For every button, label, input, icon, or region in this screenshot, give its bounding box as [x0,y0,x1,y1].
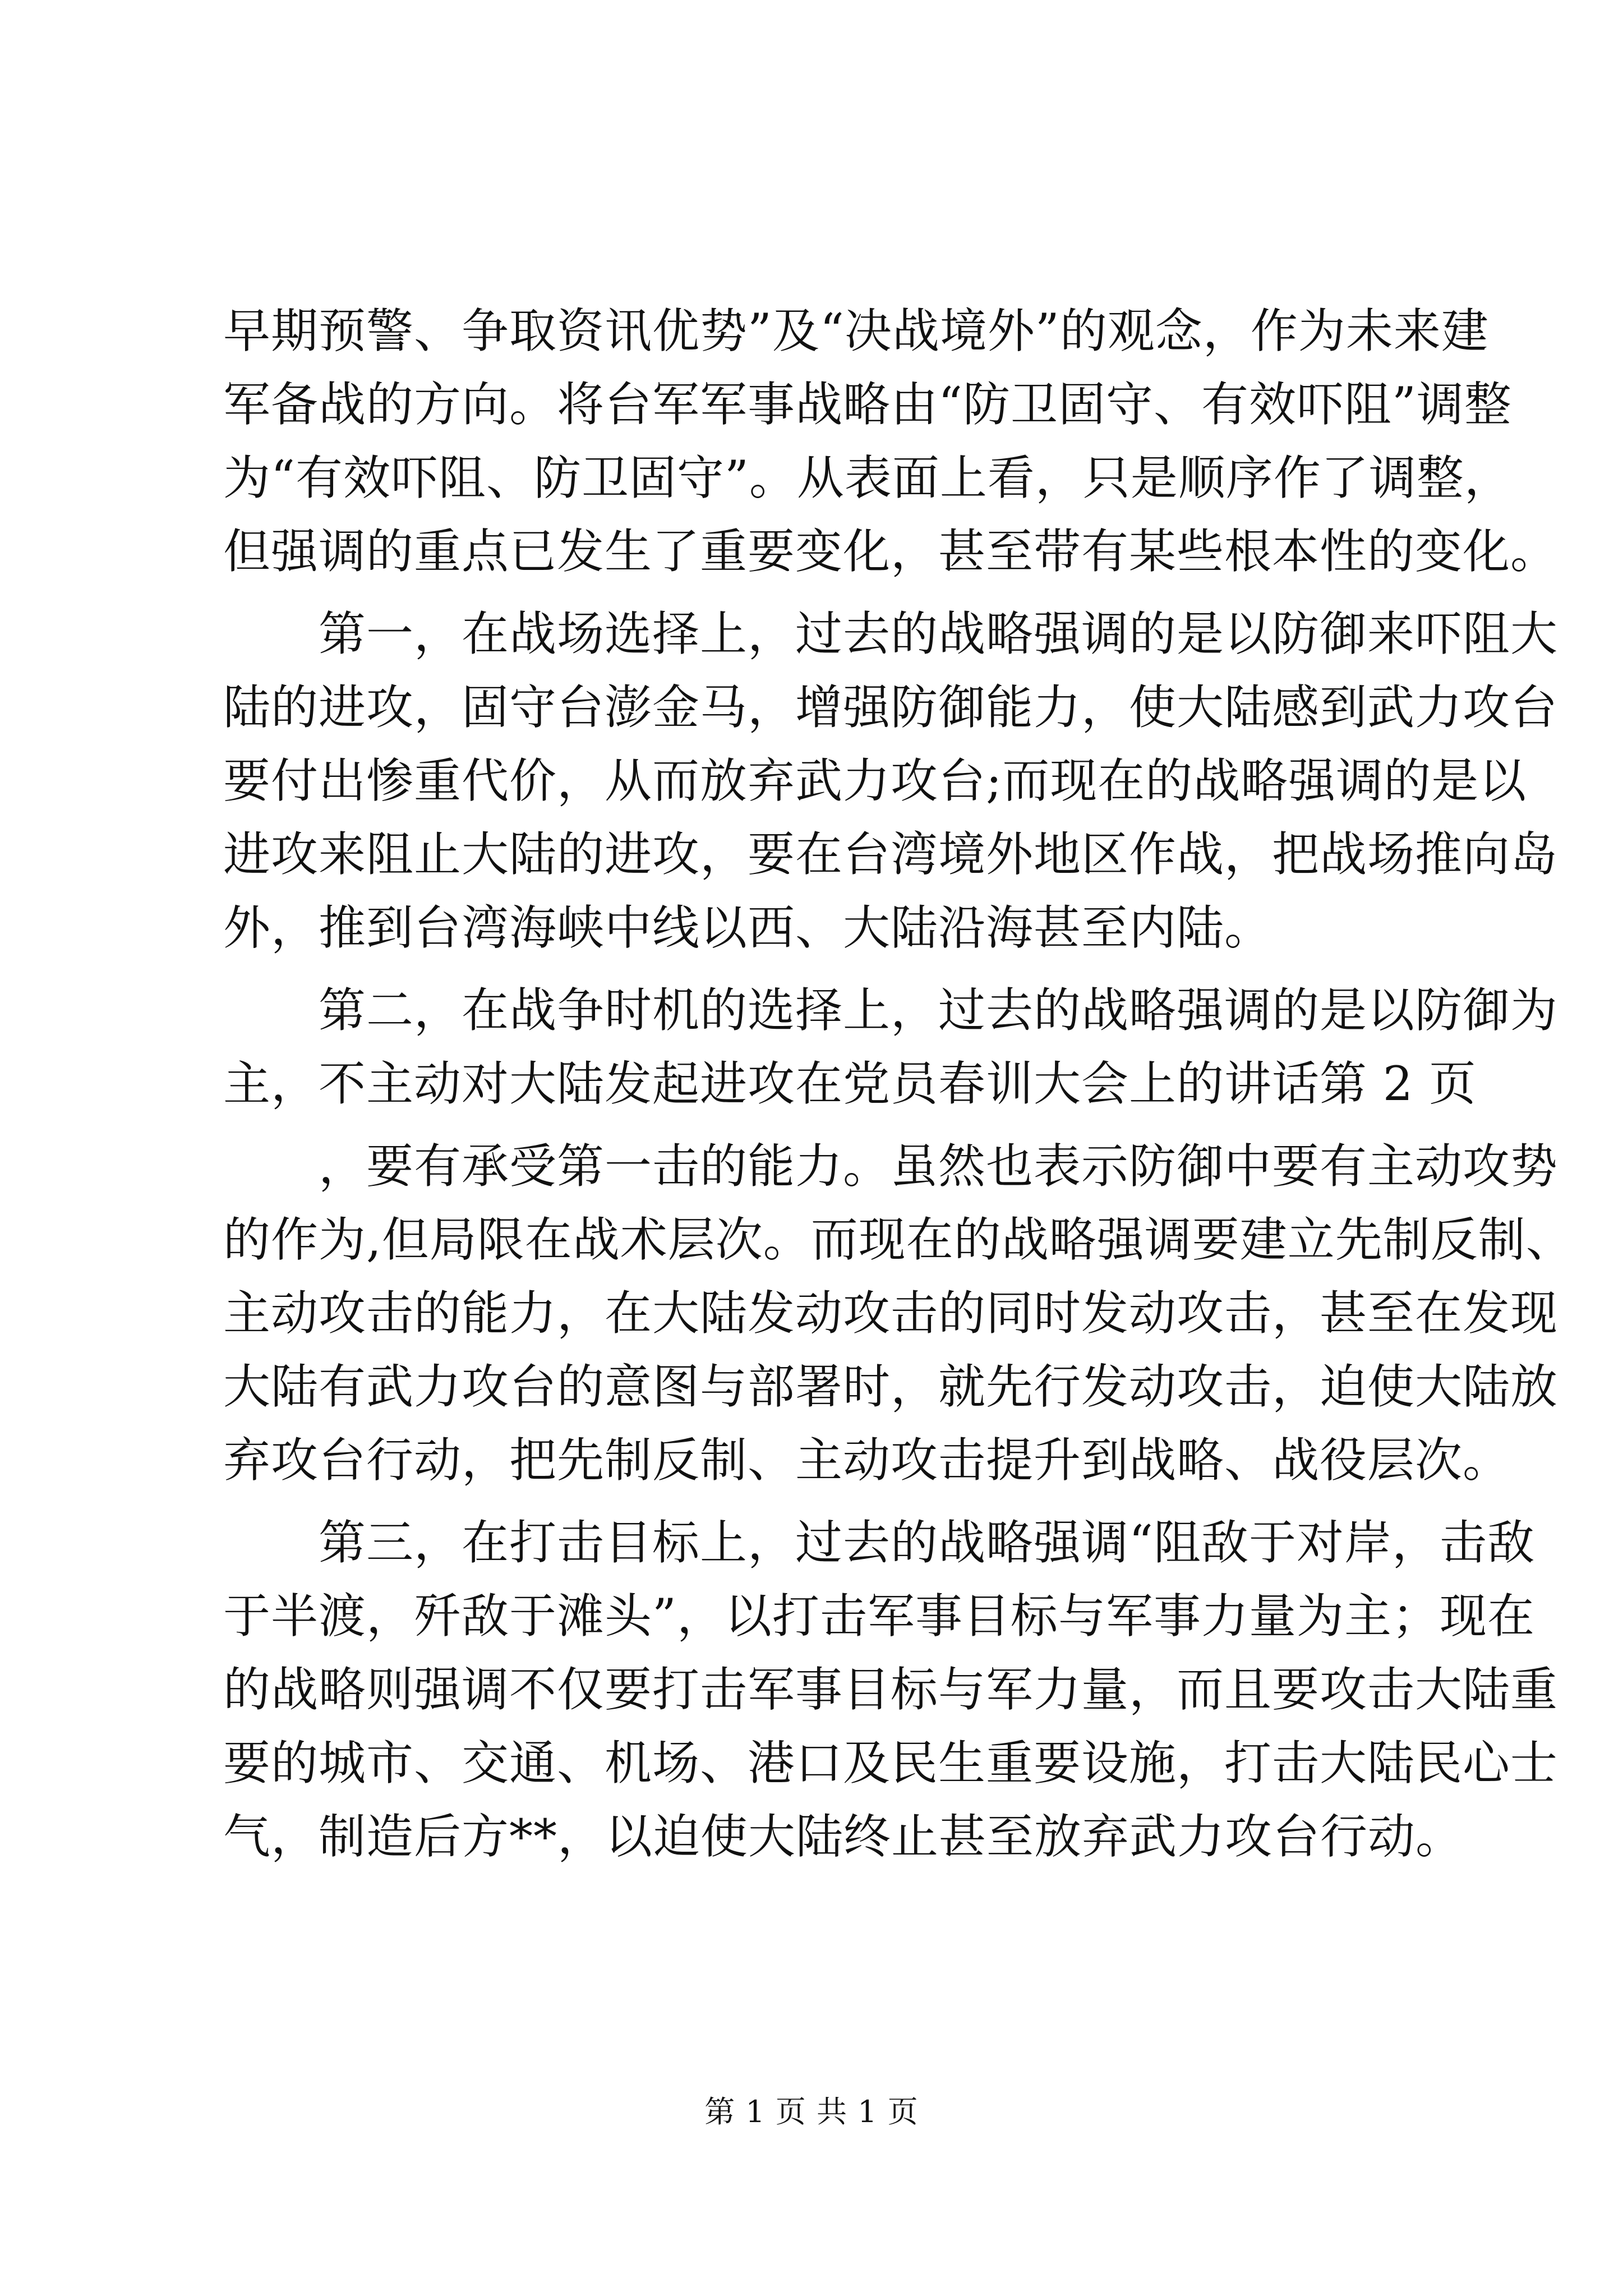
paragraph-second-point [223,974,1559,1121]
paragraph-second-point-continued [223,1130,1574,1497]
paragraph-intro [223,295,1559,588]
text-line: 弃攻台行动，把先制反制、主动攻击提升到战略、战役层次。 [223,1433,1511,1488]
text-line: 要付出惨重代价，从而放弃武力攻台;而现在的战略强调的是以 [223,753,1527,808]
text-line: 外，推到台湾海峡中线以西、大陆沿海甚至内陆。 [223,900,1272,955]
text-line: 大陆有武力攻台的意图与部署时，就先行发动攻击，迫使大陆放 [223,1359,1559,1414]
text-line: 第三，在打击目标上，过去的战略强调“阻敌于对岸，击敌 [223,1515,1535,1570]
text-line: 进攻来阻止大陆的进攻，要在台湾境外地区作战，把战场推向岛 [223,827,1559,882]
text-line: 但强调的重点已发生了重要变化，甚至带有某些根本性的变化。 [223,524,1559,579]
page-footer: 第 1 页 共 1 页 [704,2094,919,2129]
paragraph-first-point [223,597,1559,965]
paragraph-spacer [223,1121,1412,1130]
text-line: 于半渡，歼敌于滩头”，以打击军事目标与军事力量为主；现在 [223,1589,1535,1644]
text-line: 要的城市、交通、机场、港口及民生重要设施，打击大陆民心士 [223,1736,1559,1791]
text-line: 气，制造后方**，以迫使大陆终止甚至放弃武力攻台行动。 [223,1809,1464,1864]
text-line: 的作为,但局限在战术层次。而现在的战略强调要建立先制反制、 [223,1212,1574,1267]
text-line: 早期预警、争取资讯优势”及“决战境外”的观念，作为未来建 [223,303,1489,358]
text-line: 第一，在战场选择上，过去的战略强调的是以防御来吓阻大 [223,606,1559,661]
text-line: 为“有效吓阻、防卫固守”。从表面上看，只是顺序作了调整， [223,450,1512,505]
document-body [223,295,1574,1874]
text-line: ，要有承受第一击的能力。虽然也表示防御中要有主动攻势 [223,1139,1559,1194]
text-line: 军备战的方向。将台军军事战略由“防卫固守、有效吓阻”调整 [223,377,1512,432]
text-line: 主动攻击的能力，在大陆发动攻击的同时发动攻击，甚至在发现 [223,1286,1559,1341]
text-line: 的战略则强调不仅要打击军事目标与军力量，而且要攻击大陆重 [223,1662,1559,1717]
text-line: 主，不主动对大陆发起进攻在党员春训大会上的讲话第 2 页 [223,1056,1477,1111]
paragraph-spacer [223,588,1412,597]
paragraph-spacer [223,965,1412,974]
paragraph-third-point [223,1506,1559,1874]
paragraph-spacer [223,1497,1412,1506]
text-line: 第二，在战争时机的选择上，过去的战略强调的是以防御为 [223,983,1559,1038]
text-line: 陆的进攻，固守台澎金马，增强防御能力，使大陆感到武力攻台 [223,680,1559,735]
